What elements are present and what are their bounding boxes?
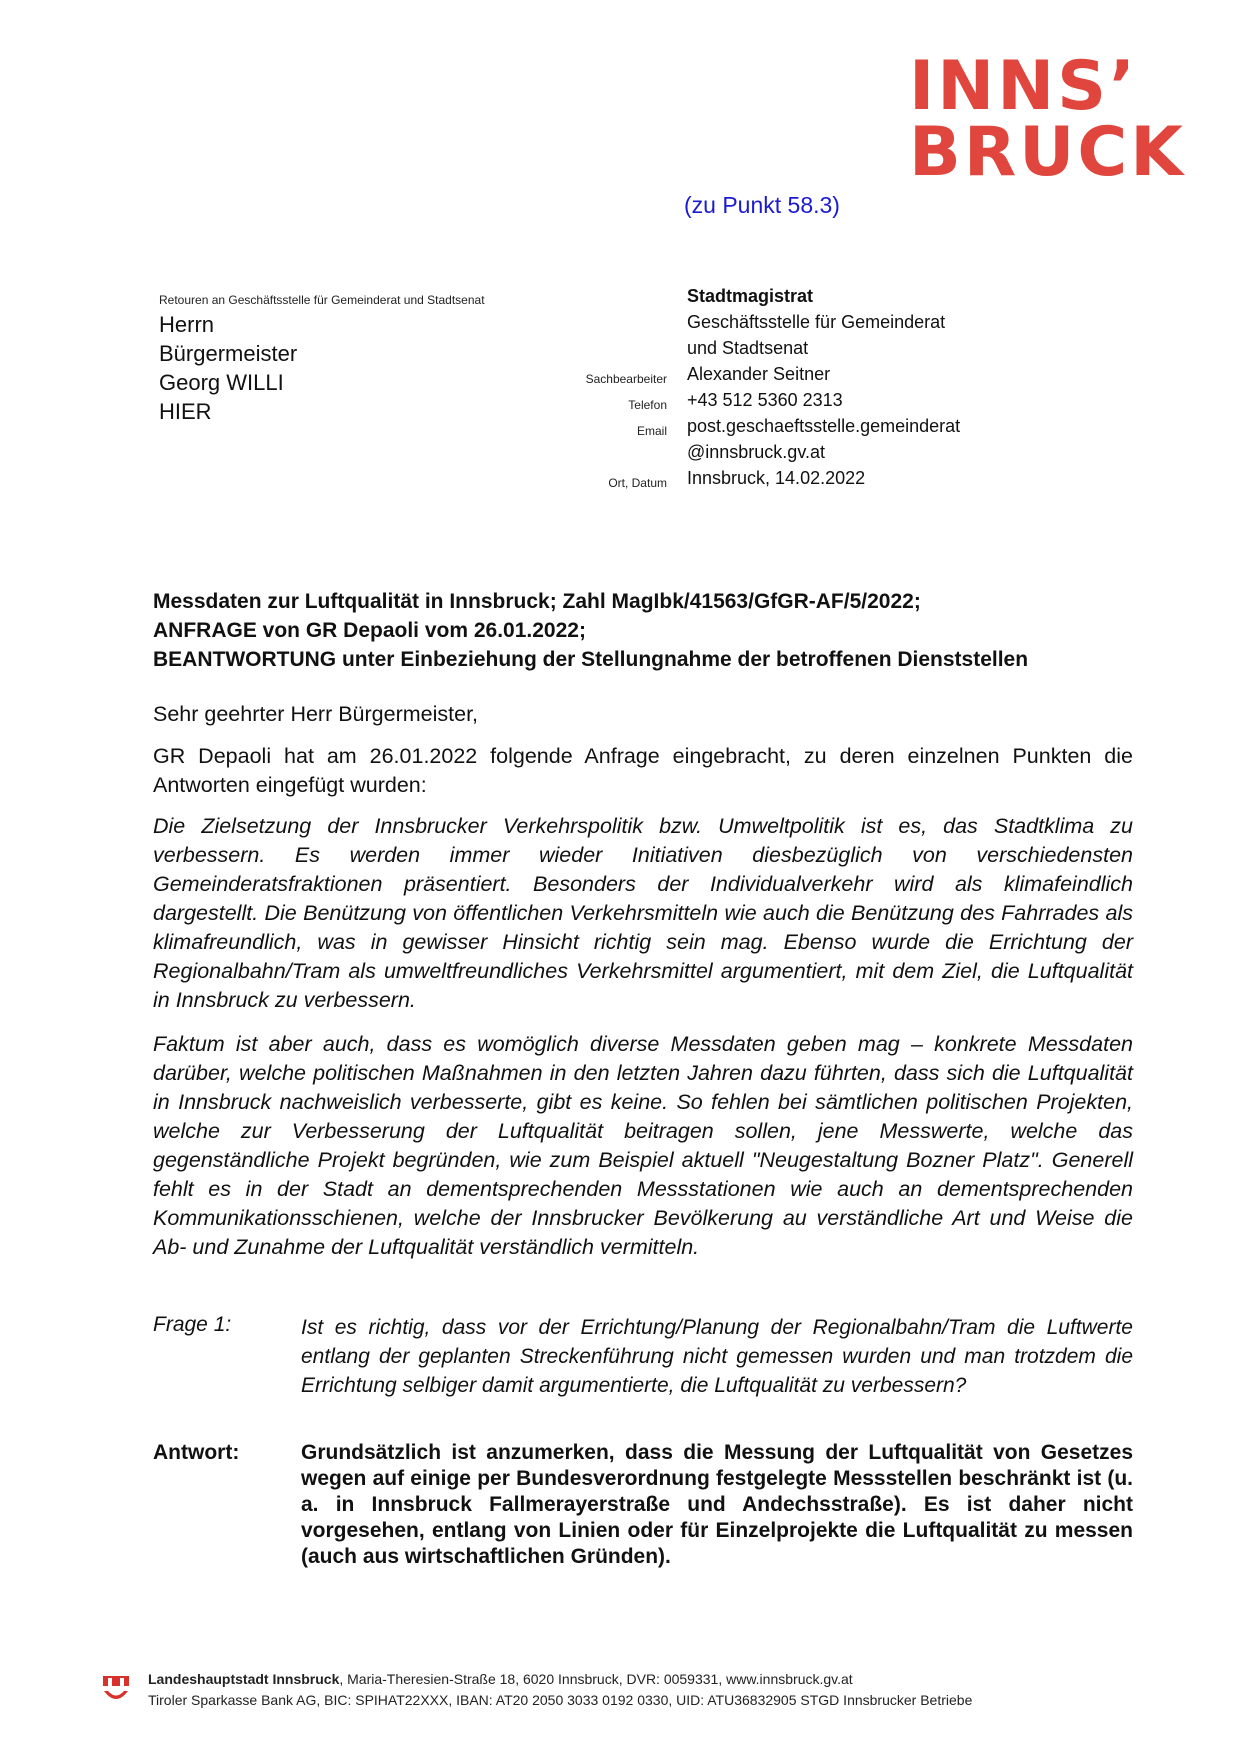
phone-number: +43 512 5360 2313 [687, 390, 843, 410]
salutation: Sehr geehrter Herr Bürgermeister, [153, 702, 479, 726]
sender-org: Stadtmagistrat [687, 286, 814, 306]
city-coat-of-arms-icon [102, 1673, 130, 1705]
agenda-reference: (zu Punkt 58.3) [684, 192, 840, 218]
return-note: Retouren an Geschäftsstelle für Gemeinderat und Stadtsenat [159, 293, 485, 307]
sender-dept-2: und Stadtsenat [687, 338, 809, 358]
date-label: Ort, Datum [608, 476, 667, 490]
recipient-line: Georg WILLI [159, 370, 284, 395]
answer-label: Antwort: [153, 1441, 240, 1464]
answer-text: Grundsätzlich ist anzumerken, dass die Messung der Luftqualität von Gesetzes wegen auf einige per Bundesverordnung festgelegte Messstellen beschränkt ist (u. a. in Innsbruck Fallmerayerstraße und Andechsstraße). Es ist daher nicht vorgesehen, entlang von Linien oder für Einzelprojekte die Luftqualität zu messen (auch aus wirtschaftlichen Gründen). [301, 1441, 1133, 1568]
quote-paragraph: Die Zielsetzung der Innsbrucker Verkehrspolitik bzw. Umweltpolitik ist es, das Stadtklima zu verbessern. Es werden immer wieder Initiativen diesbezüglich von verschiedensten Gemeinderatsfraktionen präsentiert. Besonders der Individualverkehr wird als klimafeindlich dargestellt. Die Benützung von öffentlichen Verkehrsmitteln wie auch die Benützung des Fahrrades als klimafreundlich, was in gewisser Hinsicht richtig sein mag. Ebenso wurde die Errichtung der Regionalbahn/Tram als umweltfreundliches Verkehrsmittel argumentiert, mit dem Ziel, die Luftqualität in Innsbruck zu verbessern. [153, 814, 1133, 1012]
recipient-line: Herrn [159, 312, 215, 337]
phone-label: Telefon [628, 398, 667, 412]
innsbruck-logo [908, 47, 1186, 192]
sender-dept: Geschäftsstelle für Gemeinderat [687, 312, 946, 332]
intro-paragraph: GR Depaoli hat am 26.01.2022 folgende Anfrage eingebracht, zu deren einzelnen Punkten die Antworten eingefügt wurden: [153, 744, 1133, 797]
footer-address: , Maria-Theresien-Straße 18, 6020 Innsbruck, DVR: 0059331, www.innsbruck.gv.at [339, 1671, 853, 1687]
subject-line: ANFRAGE von GR Depaoli vom 26.01.2022; [153, 619, 586, 642]
place-date: Innsbruck, 14.02.2022 [687, 468, 866, 488]
footer-bank-details: Tiroler Sparkasse Bank AG, BIC: SPIHAT22XXX, IBAN: AT20 2050 3033 0192 0330, UID: ATU36832905 STGD Innsbrucker Betriebe [148, 1692, 973, 1708]
footer-line-1 [148, 1671, 853, 1687]
email-address: post.geschaeftsstelle.gemeinderat [687, 416, 961, 436]
clerk-name: Alexander Seitner [687, 364, 831, 384]
logo-line-1: INNS’ [908, 47, 1138, 126]
footer-city-name: Landeshauptstadt Innsbruck [148, 1671, 340, 1687]
logo-line-2: BRUCK [908, 113, 1186, 192]
question-label: Frage 1: [153, 1313, 232, 1336]
question-text: Ist es richtig, dass vor der Errichtung/Planung der Regionalbahn/Tram die Luftwerte entlang der geplanten Streckenführung nicht gemessen wurden und man trotzdem die Errichtung selbiger damit argumentierte, die Luftqualität zu verbessern? [301, 1316, 1133, 1397]
subject-line: BEANTWORTUNG unter Einbeziehung der Stellungnahme der betroffenen Dienststellen [153, 648, 1029, 671]
email-label: Email [636, 424, 667, 438]
letter-footer [0, 1660, 1241, 1720]
subject-line: Messdaten zur Luftqualität in Innsbruck; Zahl MagIbk/41563/GfGR-AF/5/2022; [153, 590, 921, 613]
quote-paragraph-2: Faktum ist aber auch, dass es womöglich diverse Messdaten geben mag – konkrete Messdaten darüber, welche politischen Maßnahmen in den letzten Jahren dazu führten, dass sich die Luftqualität in Innsbruck nachweislich verbesserte, gibt es keine. So fehlen bei sämtlichen politischen Projekten, welche zur Verbesserung der Luftqualität beitragen sollen, jene Messwerte, welche das gegenständliche Projekt begründen, wie zum Beispiel aktuell "Neugestaltung Bozner Platz". Generell fehlt es in der Stadt an dementsprechenden Messstationen wie auch an dementsprechenden Kommunikationsschienen, welche der Innsbrucker Bevölkerung au verständliche Art und Weise die Ab- und Zunahme der Luftqualität verständlich vermitteln. [153, 1032, 1133, 1259]
recipient-line: Bürgermeister [159, 341, 298, 366]
clerk-label: Sachbearbeiter [585, 372, 667, 386]
recipient-line: HIER [159, 399, 212, 424]
email-domain: @innsbruck.gv.at [687, 442, 825, 462]
letter-subject [153, 587, 1133, 674]
